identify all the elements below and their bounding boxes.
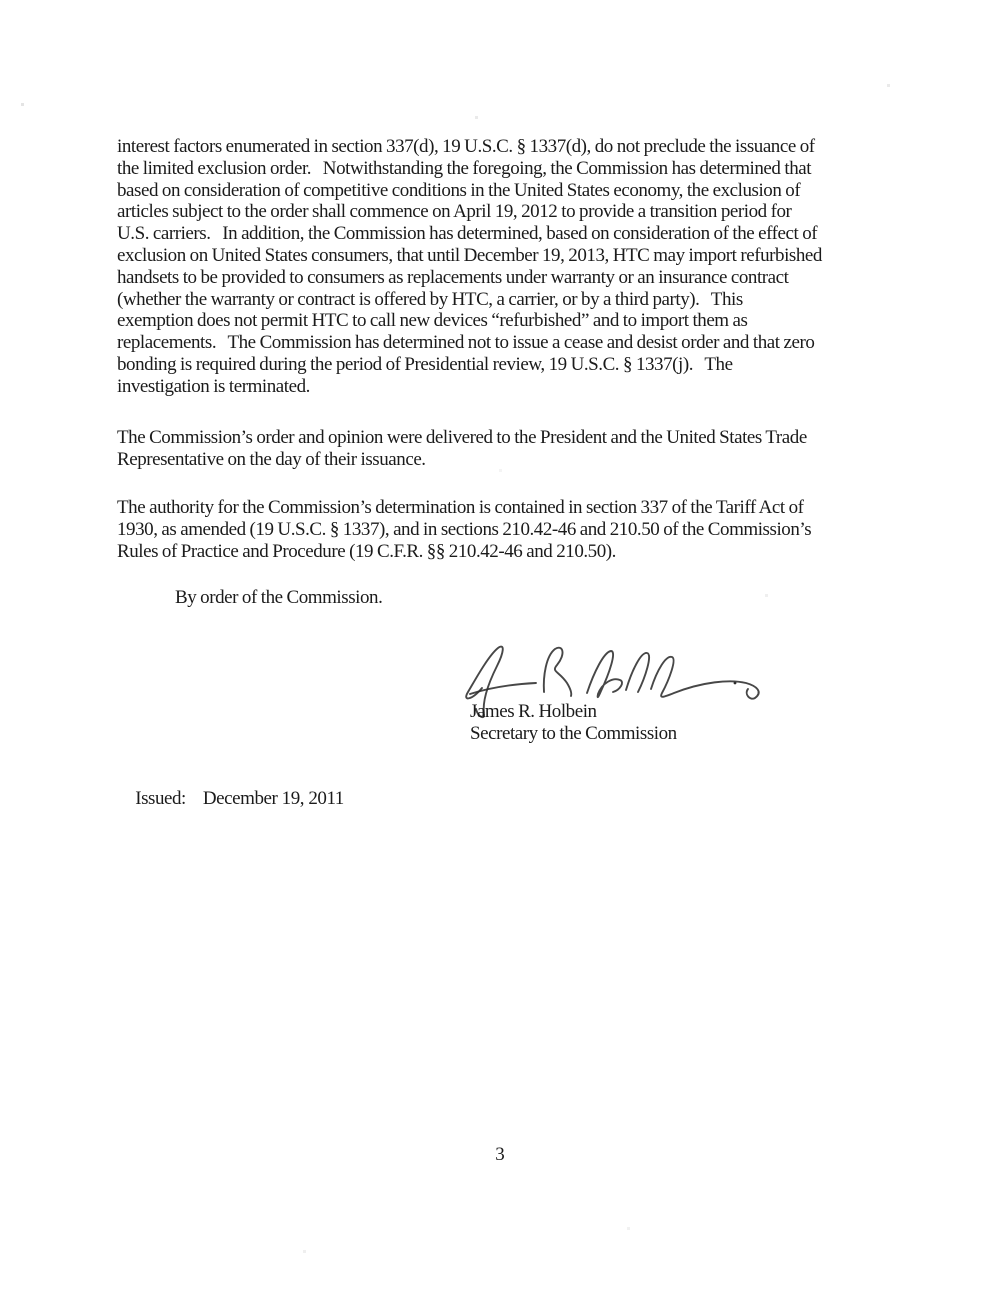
text-line: interest factors enumerated in section 337(d), 19 U.S.C. § 1337(d), do not preclude the issuance of bbox=[117, 136, 815, 157]
page-number: 3 bbox=[495, 1144, 505, 1165]
text-line: investigation is terminated. bbox=[117, 375, 310, 397]
text-line: articles subject to the order shall commence on April 19, 2012 to provide a transition period for bbox=[117, 201, 792, 223]
issued-label: Issued: bbox=[135, 787, 186, 809]
scan-noise bbox=[0, 0, 1, 1]
text-line: exemption does not permit HTC to call new devices “refurbished” and to import them as bbox=[117, 310, 748, 332]
text-line: handsets to be provided to consumers as replacements under warranty or an insurance contract bbox=[117, 266, 789, 288]
issued-date: December 19, 2011 bbox=[202, 787, 344, 809]
text-line: U.S. carriers. In addition, the Commission has determined, based on consideration of the effect of bbox=[117, 223, 818, 245]
text-line: based on consideration of competitive conditions in the United States economy, the exclusion of bbox=[117, 179, 801, 201]
text-line: bonding is required during the period of Presidential review, 19 U.S.C. § 1337(j). The bbox=[117, 353, 733, 375]
issued-row bbox=[118, 766, 344, 831]
signatory-title: Secretary to the Commission bbox=[470, 723, 677, 744]
body-paragraph-3 bbox=[117, 497, 811, 562]
text-line: Representative on the day of their issuance. bbox=[117, 448, 426, 470]
text-line: replacements. The Commission has determined not to issue a cease and desist order and that zero bbox=[117, 332, 815, 354]
text-line: exclusion on United States consumers, that until December 19, 2013, HTC may import refurbished bbox=[117, 244, 822, 266]
text-line: (whether the warranty or contract is offered by HTC, a carrier, or by a third party). This bbox=[117, 288, 743, 310]
text-line: the limited exclusion order. Notwithstanding the foregoing, the Commission has determined that bbox=[117, 157, 812, 179]
text-line: Rules of Practice and Procedure (19 C.F.R. §§ 210.42-46 and 210.50). bbox=[117, 540, 616, 562]
text-line: The Commission’s order and opinion were delivered to the President and the United States Trade bbox=[117, 427, 807, 448]
body-paragraph-2 bbox=[117, 427, 807, 471]
signatory-name: James R. Holbein bbox=[470, 701, 597, 722]
body-paragraph-1 bbox=[117, 136, 822, 398]
text-line: 1930, as amended (19 U.S.C. § 1337), and in sections 210.42-46 and 210.50 of the Commission’s bbox=[117, 518, 812, 540]
text-line: The authority for the Commission’s determination is contained in section 337 of the Tariff Act of bbox=[117, 497, 804, 518]
closing-line: By order of the Commission. bbox=[175, 587, 383, 608]
